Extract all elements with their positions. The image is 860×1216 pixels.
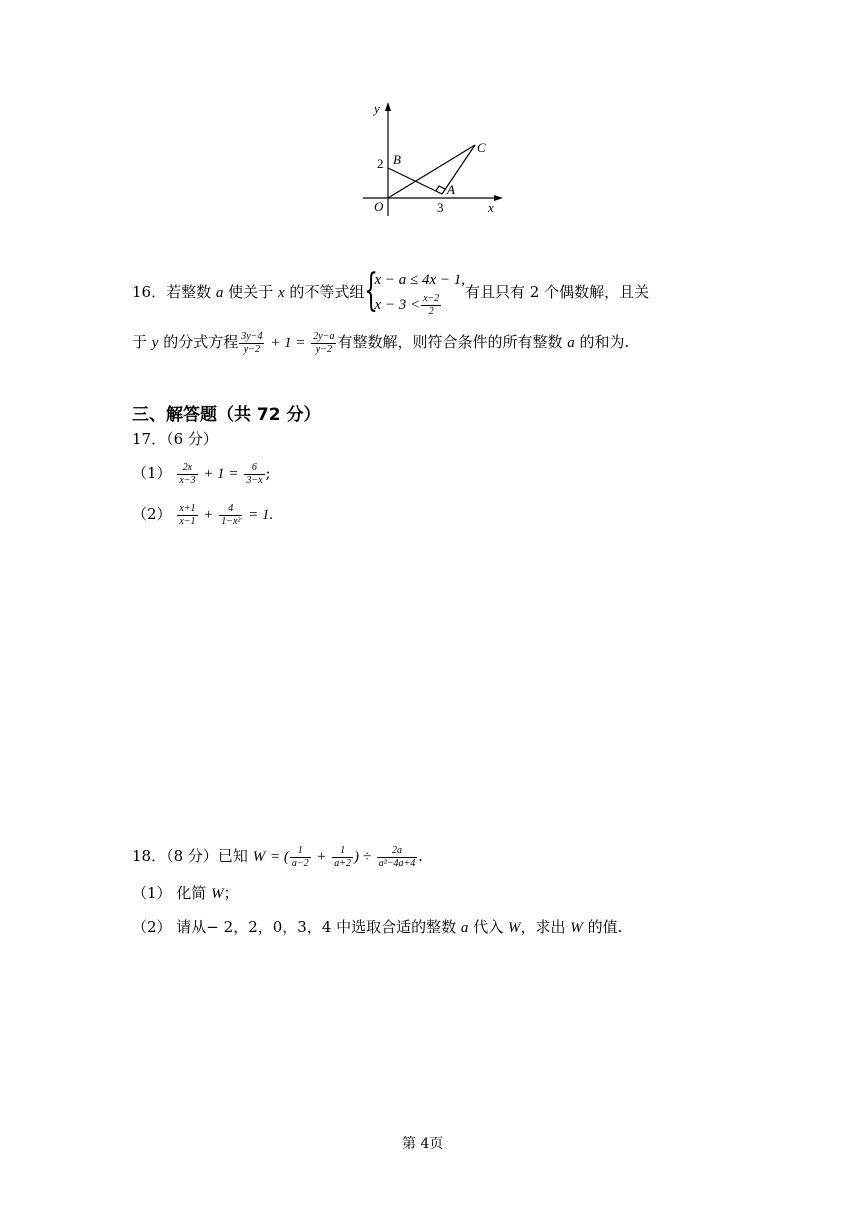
q17-p2-label: （2） xyxy=(132,505,172,523)
q18-part-1 xyxy=(132,882,239,903)
q18-p1-W: W xyxy=(211,886,224,902)
coordinate-figure xyxy=(355,98,515,223)
q18-p1-end: ； xyxy=(223,884,239,902)
q18-frac-1: $\frac{1}{a-2}$ xyxy=(291,844,309,869)
q16-var-a: a xyxy=(215,285,224,301)
q18-header xyxy=(132,838,423,874)
inequality-2-fraction: $\frac{x-2}{2}$ xyxy=(423,292,440,317)
q16-line2-a: 于 xyxy=(132,333,148,351)
q16-text-4: 有且只有 2 个偶数解，且关 xyxy=(464,283,650,301)
q17-p2-frac-2: $\frac{4}{\text{1−x²}}$ xyxy=(221,502,241,527)
q17-p1-mid: + 1 = xyxy=(203,466,239,482)
q16-text-1: 若整数 xyxy=(166,283,212,301)
figure-label-C: C xyxy=(477,140,486,155)
q17-p1-frac-1: $\frac{2x}{x-3}$ xyxy=(179,461,196,486)
inequality-system: { x − a ≤ 4x − 1, x − 3 < $\frac{x-2}{2}$ xyxy=(364,265,465,317)
q18-p2-text-d: 的值. xyxy=(587,918,623,936)
q16-eq-frac-2: $\frac{2y-a}{y-2}$ xyxy=(313,330,335,355)
figure-label-O: O xyxy=(374,199,384,214)
q18-header-a: 18．（8 分）已知 xyxy=(132,847,248,865)
q16-line2-var-a: a xyxy=(567,335,575,351)
q18-p1-text: （1） 化简 xyxy=(132,884,207,902)
q16-number: 16． xyxy=(132,283,167,301)
q18-frac-3: $\frac{2a}{\text{a²−4a+4}}$ xyxy=(378,844,416,869)
q16-line2-d: 的和为. xyxy=(579,333,630,351)
q18-p2-text-a: （2） 请从− 2，2，0，3，4 中选取合适的整数 xyxy=(132,918,457,936)
q17-p2-frac-1: $\frac{x+1}{x-1}$ xyxy=(179,502,196,527)
inequality-1: x − a ≤ 4x − 1, xyxy=(374,272,465,289)
q18-W: W xyxy=(252,849,266,865)
page-number: 第 4页 xyxy=(402,1136,444,1152)
figure-label-2: 2 xyxy=(377,156,384,171)
q18-p2-W2: W xyxy=(570,920,583,936)
q16-line2-b: 的分式方程 xyxy=(163,333,239,351)
q17-part-1 xyxy=(132,456,271,490)
q17-header: 17．（6 分） xyxy=(132,430,218,448)
q17-p1-end: ; xyxy=(265,464,271,482)
q18-p2-text-c: ，求出 xyxy=(520,918,566,936)
q18-p2-text-b: 代入 xyxy=(473,918,504,936)
inequality-2-left: x − 3 < xyxy=(374,297,421,314)
q16-var-x: x xyxy=(277,285,285,301)
figure-label-3: 3 xyxy=(437,200,444,215)
q17-p2-plus: + xyxy=(203,507,214,523)
q17-p2-end: = 1. xyxy=(248,507,274,523)
q16-text-3: 的不等式组 xyxy=(289,283,365,301)
q18-p2-a: a xyxy=(460,920,469,936)
figure-label-y: y xyxy=(374,101,380,116)
section-title: 三、解答题（共 72 分） xyxy=(132,405,321,425)
q18-eq-a: = ( xyxy=(269,849,289,865)
q18-part-2 xyxy=(132,916,622,937)
q16-line-2 xyxy=(132,325,629,359)
figure-label-B: B xyxy=(393,152,401,167)
q16-text-2: 使关于 xyxy=(228,283,274,301)
q17-p1-frac-2: $\frac{6}{3-x}$ xyxy=(246,461,263,486)
q18-eq-b: ) ÷ xyxy=(354,849,372,865)
q18-p2-W: W xyxy=(508,920,521,936)
figure-label-x: x xyxy=(488,200,494,215)
q16-line2-c: 有整数解，则符合条件的所有整数 xyxy=(337,333,563,351)
q16-eq-frac-1: $\frac{3y-4}{y-2}$ xyxy=(241,330,263,355)
q18-plus: + xyxy=(316,849,327,865)
q18-end: . xyxy=(418,847,424,865)
q17-p1-label: （1） xyxy=(132,464,172,482)
q16-eq-mid: + 1 = xyxy=(270,335,306,351)
q17-part-2 xyxy=(132,497,273,531)
q16-line-1 xyxy=(132,267,649,317)
figure-label-A: A xyxy=(447,182,455,197)
q18-frac-2: $\frac{1}{a+2}$ xyxy=(334,844,352,869)
q16-var-y: y xyxy=(151,335,159,351)
